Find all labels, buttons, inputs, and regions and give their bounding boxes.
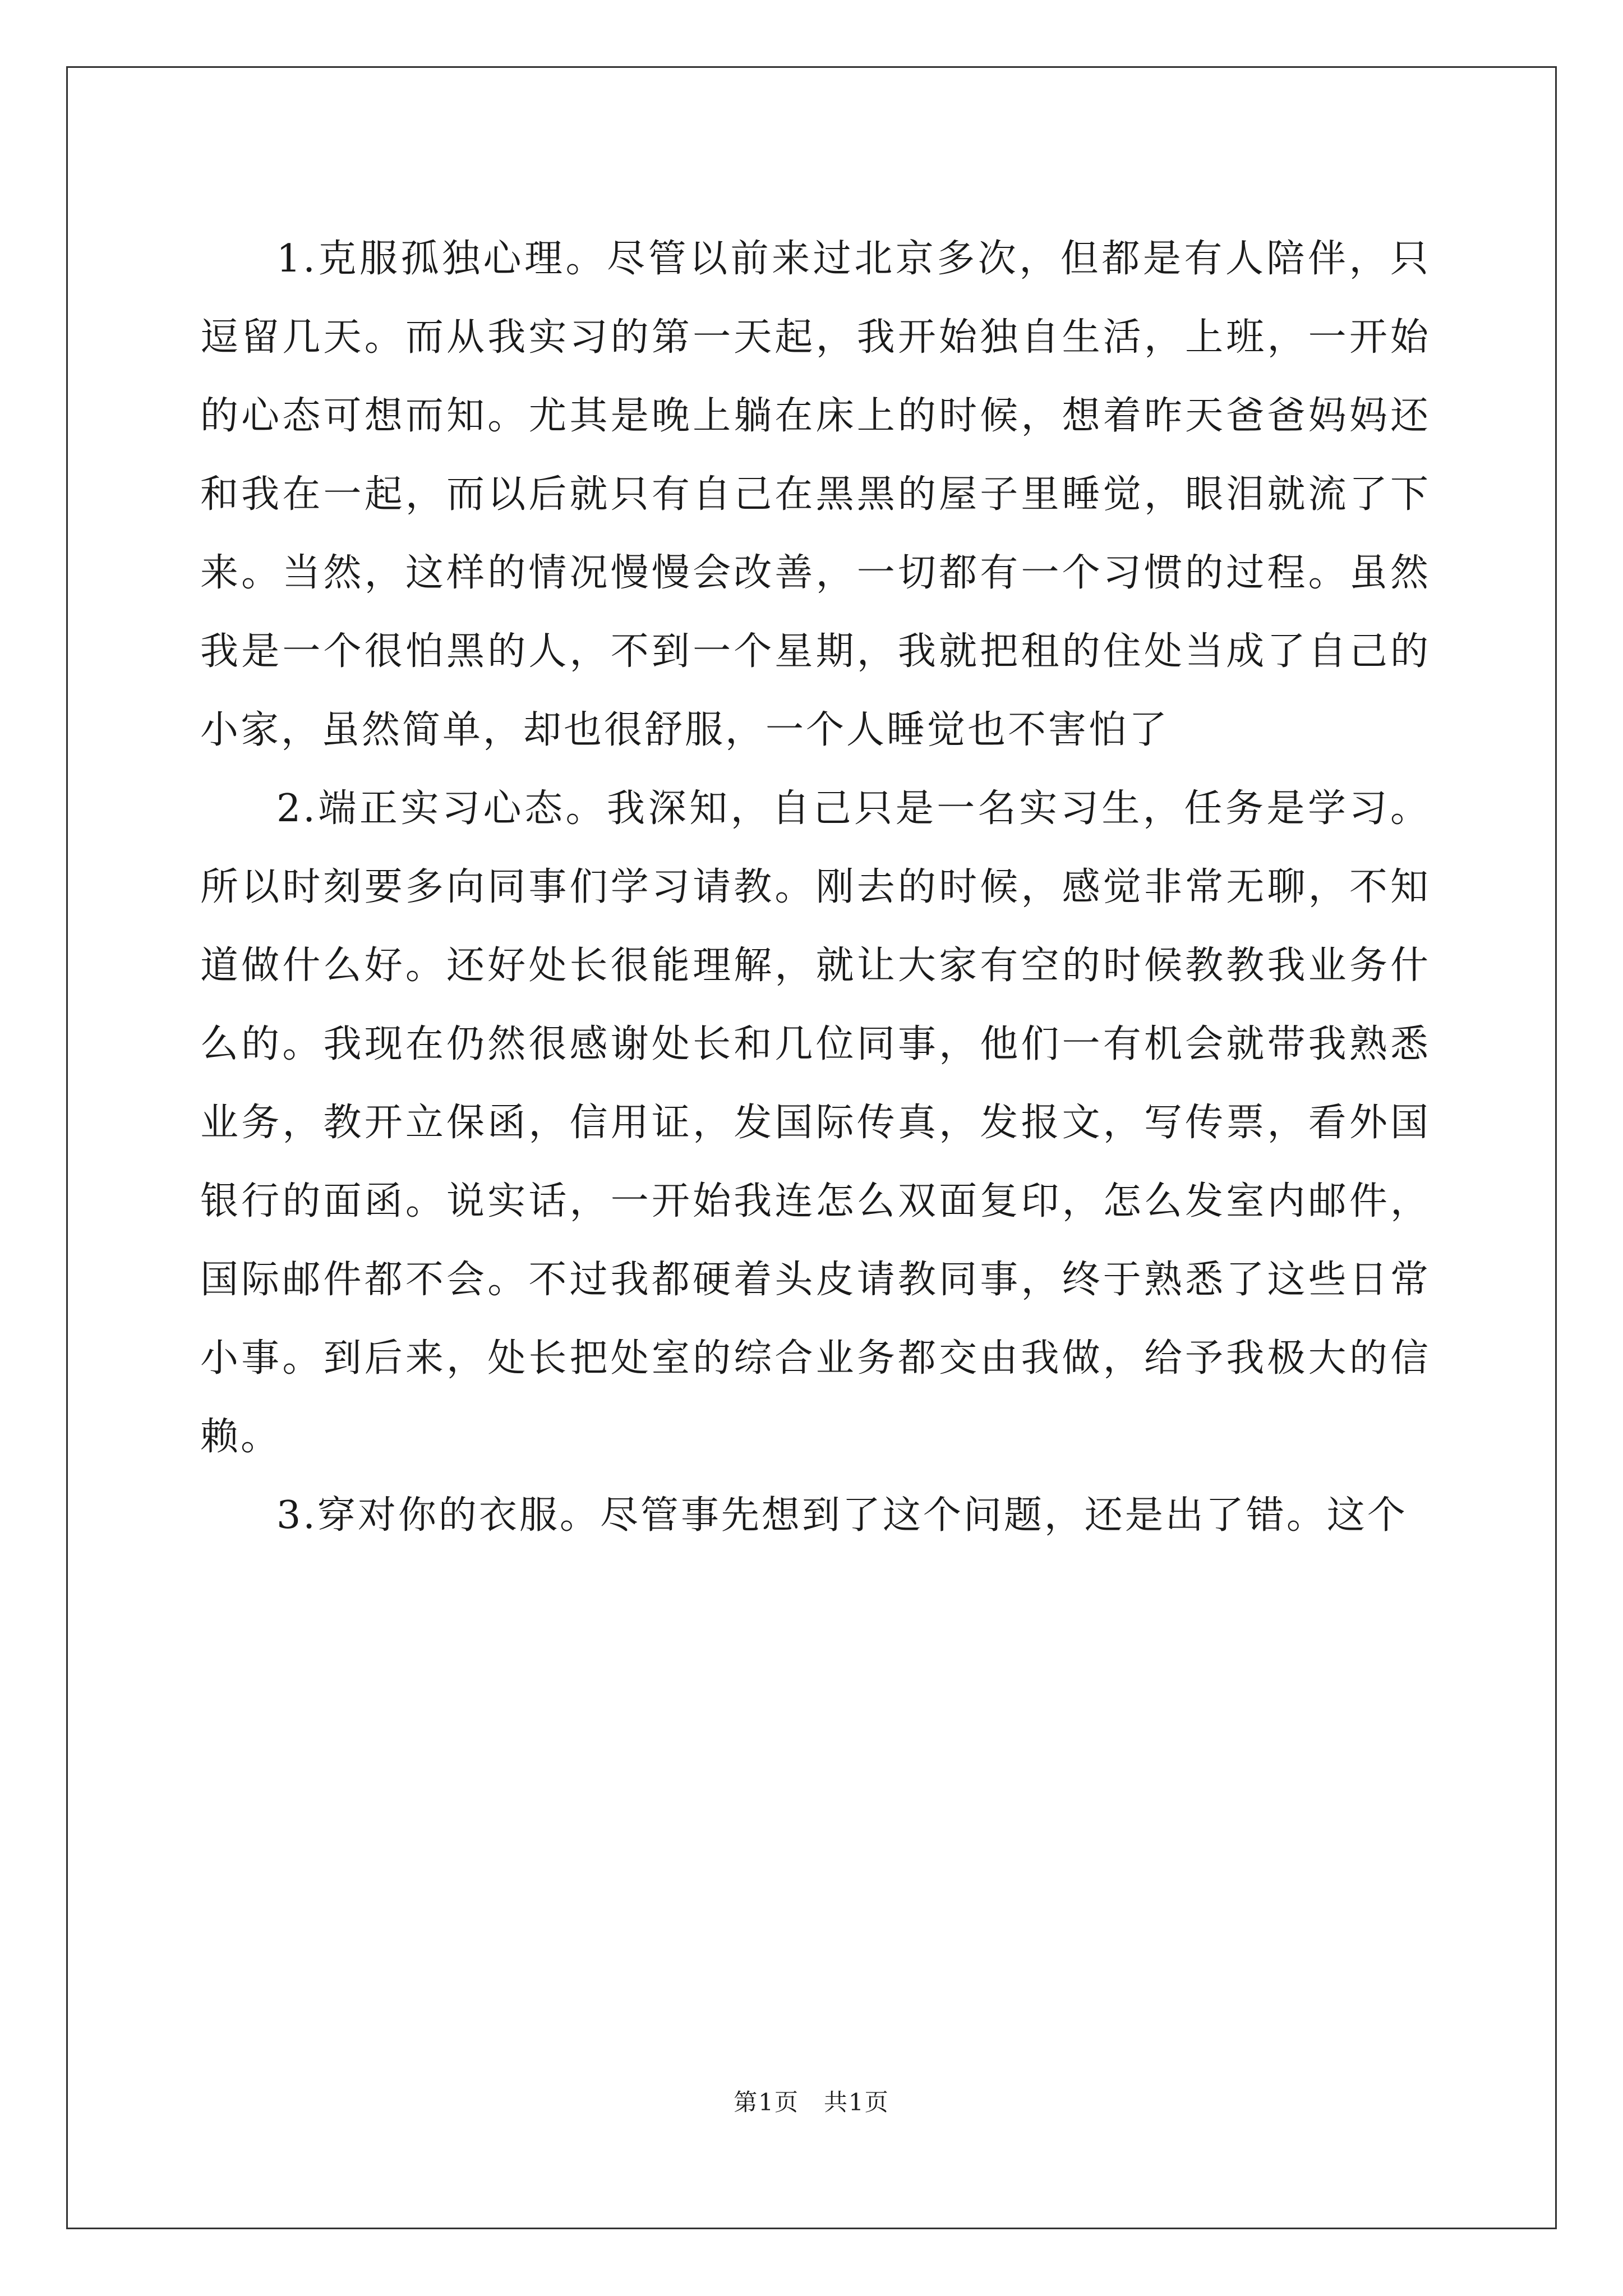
- page-number: 第1页: [734, 2088, 799, 2116]
- paragraph-3: 3.穿对你的衣服。尽管事先想到了这个问题，还是出了错。这个: [276, 1493, 1408, 1538]
- document-body: [200, 220, 1431, 1555]
- paragraph-1: 1.克服孤独心理。尽管以前来过北京多次，但都是有人陪伴，只逗留几天。而从我实习的第一天起，我开始独自生活，上班，一开始的心态可想而知。尤其是晚上躺在床上的时候，想着昨天爸爸妈妈还和我在一起，而以后就只有自己在黑黑的屋子里睡觉，眼泪就流了下来。当然，这样的情况慢慢会改善，一切都有一个习惯的过程。虽然我是一个很怕黑的人，不到一个星期，我就把租的住处当成了自己的小家，虽然简单，却也很舒服，一个人睡觉也不害怕了: [200, 237, 1431, 752]
- page-total: 共1页: [824, 2088, 889, 2116]
- paragraph-2: 2.端正实习心态。我深知，自己只是一名实习生，任务是学习。所以时刻要多向同事们学习请教。刚去的时候，感觉非常无聊，不知道做什么好。还好处长很能理解，就让大家有空的时候教教我业务什么的。我现在仍然很感谢处长和几位同事，他们一有机会就带我熟悉业务，教开立保函，信用证，发国际传真，发报文，写传票，看外国银行的面函。说实话，一开始我连怎么双面复印，怎么发室内邮件，国际邮件都不会。不过我都硬着头皮请教同事，终于熟悉了这些日常小事。到后来，处长把处室的综合业务都交由我做，给予我极大的信赖。: [200, 786, 1431, 1459]
- page-footer: [0, 2086, 1623, 2119]
